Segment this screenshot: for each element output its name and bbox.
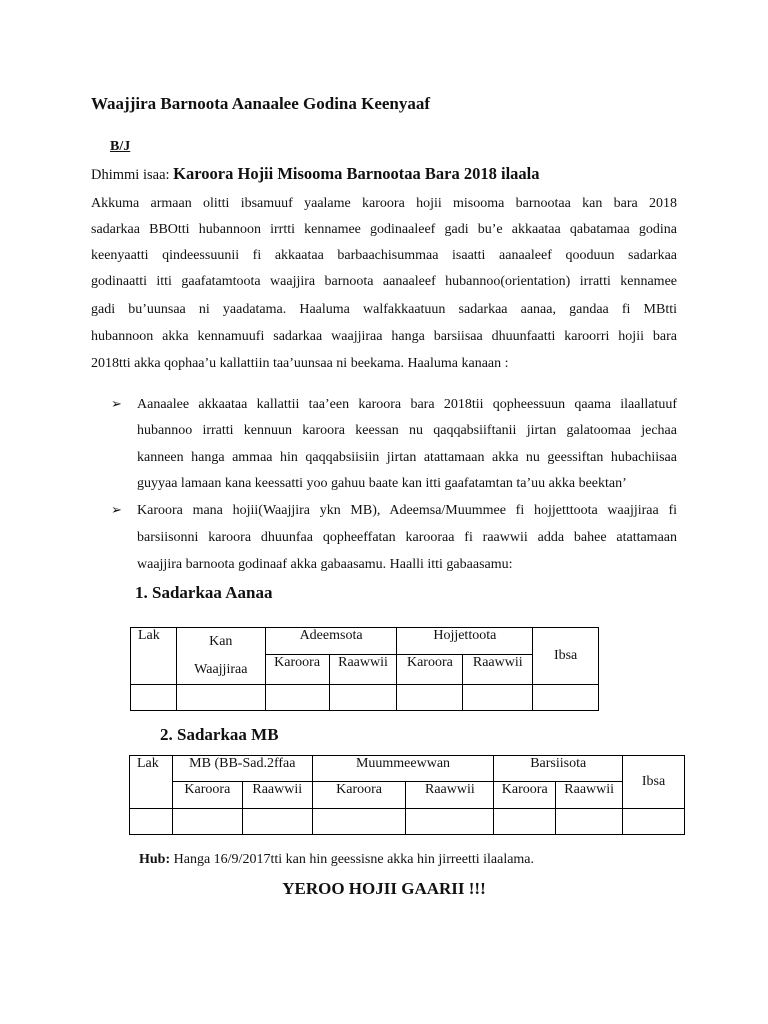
header-office — [176, 628, 265, 685]
note-line — [139, 852, 534, 868]
table-cell — [494, 809, 556, 835]
bullet-arrow-icon: ➢ — [111, 396, 122, 411]
table-cell — [533, 685, 599, 711]
table-cell — [172, 809, 242, 835]
bullet-line: guyyaa lamaan kana keessatti yoo gahuu baate kan itti gaafatamtan ta’uu akka beektan’ — [137, 476, 627, 491]
header-karoora: Karoora — [265, 655, 329, 685]
header-kan: Kan — [209, 634, 233, 649]
table-cell — [176, 685, 265, 711]
header-karoora: Karoora — [312, 782, 406, 809]
bullet-line: kanneen hanga ammaa hin qaqqabsiisiin jirtan atattamaan akka nu geessiftan hubachiisaa — [137, 450, 677, 465]
intro-line: sadarkaa BBOtti hubannoon irrtti kennamee godinaaleef gadi bu’e akkaataa qabatamaa godina — [91, 222, 677, 237]
bullet-line: waajjira barnoota godinaaf akka gabaasamu. Haalli itti gabaasamu: — [137, 557, 513, 572]
header-ibsa: Ibsa — [533, 628, 599, 685]
table-cell — [463, 685, 533, 711]
header-raawwii: Raawwii — [329, 655, 397, 685]
table-row — [131, 685, 599, 711]
header-ibsa: Ibsa — [623, 756, 685, 809]
school-level-table — [129, 755, 685, 835]
bullet-line: barsiisonni karoora dhuunfaa qopheeffatan karooraa fi raawwii adda bahee atattamaan — [137, 530, 677, 545]
note-text: Hanga 16/9/2017tti kan hin geessisne akka hin jirreetti ilaalama. — [170, 852, 535, 867]
section1-title: 1. Sadarkaa Aanaa — [135, 583, 273, 602]
header-raawwii: Raawwii — [406, 782, 494, 809]
section2-title: 2. Sadarkaa MB — [160, 725, 279, 744]
table-cell — [312, 809, 406, 835]
header-muummeewwan: Muummeewwan — [312, 756, 494, 782]
header-raawwii: Raawwii — [556, 782, 623, 809]
header-barsiisota: Barsiisota — [494, 756, 623, 782]
note-label: Hub: — [139, 852, 171, 867]
table-cell — [265, 685, 329, 711]
subject-label: Dhimmi isaa: — [91, 167, 170, 183]
table-cell — [623, 809, 685, 835]
intro-line: gadi bu’uunsaa ni yaadatama. Haaluma walfakkaatuun sadarkaa aanaa, gandaa fi MBtti — [91, 302, 677, 317]
bullet-line: Karoora mana hojii(Waajjira ykn MB), Adeemsa/Muummee fi hojjetttoota waajjiraa fi — [137, 503, 677, 518]
header-karoora: Karoora — [397, 655, 463, 685]
table-cell — [131, 685, 177, 711]
intro-line: keenyaatti qindeessuunii fi akkaataa barbaachisummaa isaatti aanaaleef qooduun sadarkaa — [91, 248, 677, 263]
intro-line: hubannoon akka kennamuufi sadarkaa waajjiraa hanga barsiisaa dhuunfaatti karoorri hojii bara — [91, 329, 677, 344]
intro-line: 2018tti akka qophaa’u kallattiin taa’uunsaa ni beekama. Haaluma kanaan : — [91, 356, 509, 371]
header-lak: Lak — [131, 628, 177, 685]
subject-line — [91, 164, 540, 184]
table-cell — [397, 685, 463, 711]
header-karoora: Karoora — [494, 782, 556, 809]
bullet-line: hubannoo irratti kennuun karoora keessan nu qaqqabsiiftanii jirtan galatoomaa jechaa — [137, 423, 677, 438]
header-waajjiraa: Waajjiraa — [194, 662, 248, 677]
table-cell — [406, 809, 494, 835]
header-adeemsota: Adeemsota — [265, 628, 397, 655]
header-raawwii: Raawwii — [463, 655, 533, 685]
header-mb: MB (BB-Sad.2ffaa — [172, 756, 312, 782]
table-cell — [329, 685, 397, 711]
header-lak: Lak — [130, 756, 173, 809]
bullet-arrow-icon: ➢ — [111, 502, 122, 517]
subject-title: Karoora Hojii Misooma Barnootaa Bara 2018 ilaala — [173, 164, 540, 183]
district-level-table — [130, 627, 599, 711]
closing-line: YEROO HOJII GAARII !!! — [282, 879, 486, 898]
table-row — [130, 809, 685, 835]
header-hojjettoota: Hojjettoota — [397, 628, 533, 655]
header-karoora: Karoora — [172, 782, 242, 809]
header-raawwii: Raawwii — [242, 782, 312, 809]
intro-line: Akkuma armaan olitti ibsamuuf yaalame karoora hojii misooma barnootaa kan bara 2018 — [91, 196, 677, 211]
table-cell — [556, 809, 623, 835]
table-cell — [130, 809, 173, 835]
recipient-line: B/J — [110, 139, 131, 154]
bullet-line: Aanaalee akkaataa kallattii taa’een karoora bara 2018tii qopheessuun qaama ilaallatuuf — [137, 397, 677, 412]
table-cell — [242, 809, 312, 835]
document-heading: Waajjira Barnoota Aanaalee Godina Keenyaaf — [91, 94, 431, 113]
intro-line: godinaatti itti gaafatamtoota waajjira barnoota aanaaleef hubannoo(orientation) irratti kennamee — [91, 274, 677, 289]
